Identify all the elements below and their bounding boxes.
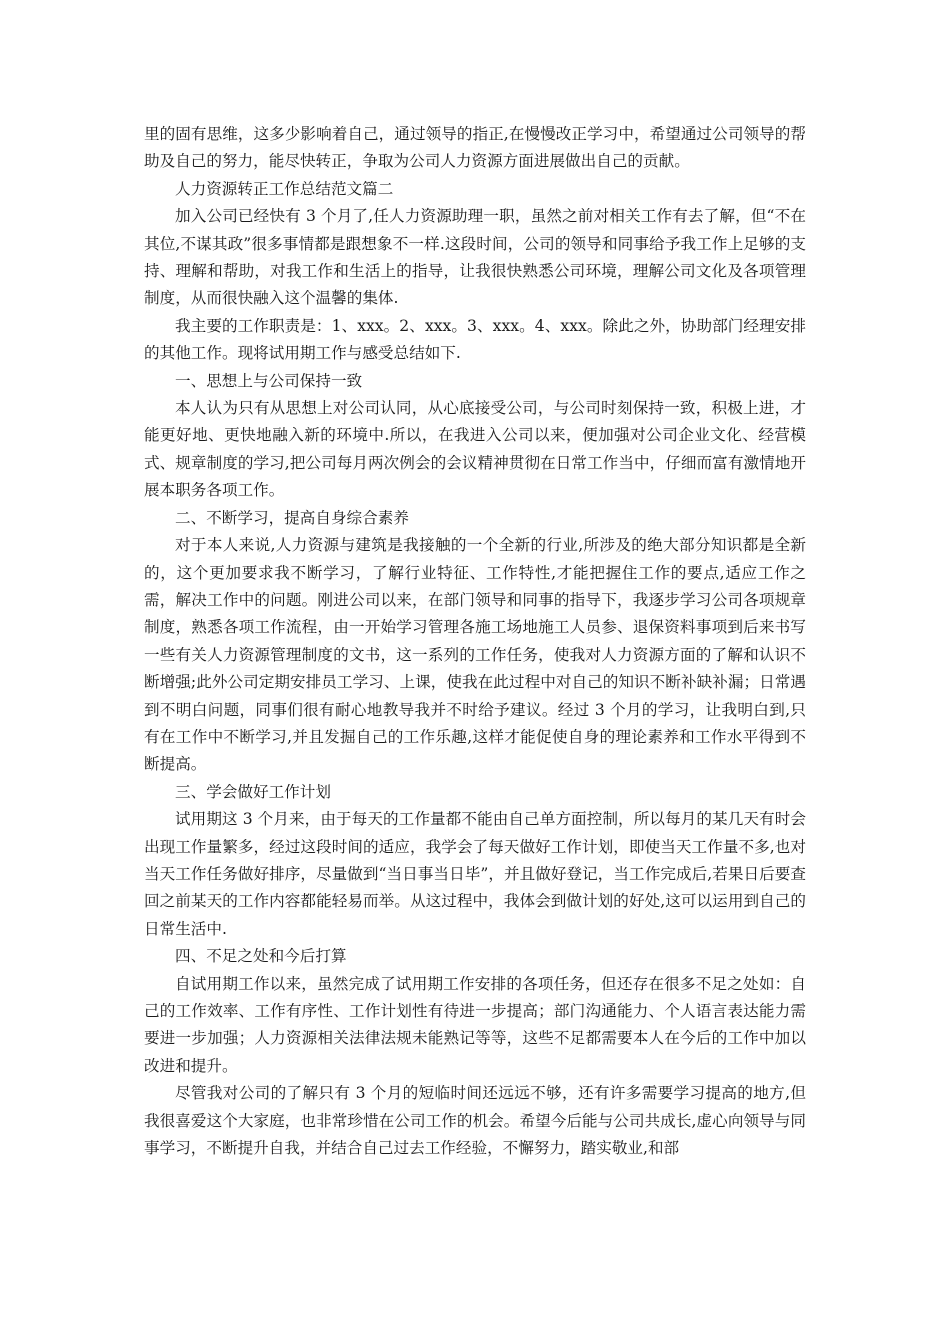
- paragraph: 本人认为只有从思想上对公司认同，从心底接受公司，与公司时刻保持一致，积极上进，才能更好地、更快地融入新的环境中.所以，在我进入公司以来，便加强对公司企业文化、经营模式、规章制度的学习,把公司每月两次例会的会议精神贯彻在日常工作当中，仔细而富有激情地开展本职务各项工作。: [144, 399, 806, 500]
- paragraph: 尽管我对公司的了解只有 3 个月的短临时间还远远不够，还有许多需要学习提高的地方,但我很喜爱这个大家庭，也非常珍惜在公司工作的机会。希望今后能与公司共成长,虚心向领导与同事学习，不断提升自我，并结合自己过去工作经验，不懈努力，踏实敬业,和部: [144, 1084, 806, 1158]
- section-title: 人力资源转正工作总结范文篇二: [175, 179, 394, 198]
- paragraph: 试用期这 3 个月来，由于每天的工作量都不能由自己单方面控制，所以每月的某几天有时会出现工作量繁多，经过这段时间的适应，我学会了每天做好工作计划，即使当天工作量不多,也对当天工作任务做好排序，尽量做到“当日事当日毕”，并且做好登记，当工作完成后,若果日后要查回之前某天的工作内容都能轻易而举。从这过程中，我体会到做计划的好处,这可以运用到自己的日常生活中.: [144, 810, 806, 938]
- section-heading: 四、不足之处和今后打算: [175, 947, 347, 966]
- section-heading: 二、不断学习，提高自身综合素养: [175, 508, 409, 527]
- paragraph: 我主要的工作职责是：1、xxx。2、xxx。3、xxx。4、xxx。除此之外，协助部门经理安排的其他工作。现将试用期工作与感受总结如下.: [144, 316, 806, 363]
- paragraph-continuation: 里的固有思维，这多少影响着自己，通过领导的指正,在慢慢改正学习中，希望通过公司领导的帮助及自己的努力，能尽快转正，争取为公司人力资源方面进展做出自己的贡献。: [144, 125, 806, 171]
- paragraph: 自试用期工作以来，虽然完成了试用期工作安排的各项任务，但还存在很多不足之处如：自己的工作效率、工作有序性、工作计划性有待进一步提高；部门沟通能力、个人语言表达能力需要进一步加强；人力资源相关法律法规未能熟记等等，这些不足都需要本人在今后的工作中加以改进和提升。: [144, 974, 806, 1075]
- document-body: [144, 121, 806, 1162]
- section-heading: 一、思想上与公司保持一致: [175, 371, 363, 390]
- section-heading: 三、学会做好工作计划: [175, 782, 331, 801]
- paragraph: 对于本人来说,人力资源与建筑是我接触的一个全新的行业,所涉及的绝大部分知识都是全新的，这个更加要求我不断学习，了解行业特征、工作特性,才能把握住工作的要点,适应工作之需，解决工作中的问题。刚进公司以来，在部门领导和同事的指导下，我逐步学习公司各项规章制度，熟悉各项工作流程，由一开始学习管理各施工场地施工人员参、退保资料事项到后来书写一些有关人力资源管理制度的文书，这一系列的工作任务，使我对人力资源方面的了解和认识不断增强;此外公司定期安排员工学习、上课，使我在此过程中对自己的知识不断补缺补漏；日常遇到不明白问题，同事们很有耐心地教导我并不时给予建议。经过 3 个月的学习，让我明白到,只有在工作中不断学习,并且发掘自己的工作乐趣,这样才能促使自身的理论素养和工作水平得到不断提高。: [144, 536, 806, 774]
- paragraph: 加入公司已经快有 3 个月了,任人力资源助理一职，虽然之前对相关工作有去了解，但“不在其位,不谋其政”很多事情都是跟想象不一样.这段时间，公司的领导和同事给予我工作上足够的支持、理解和帮助，对我工作和生活上的指导，让我很快熟悉公司环境，理解公司文化及各项管理制度，从而很快融入这个温馨的集体.: [144, 207, 806, 308]
